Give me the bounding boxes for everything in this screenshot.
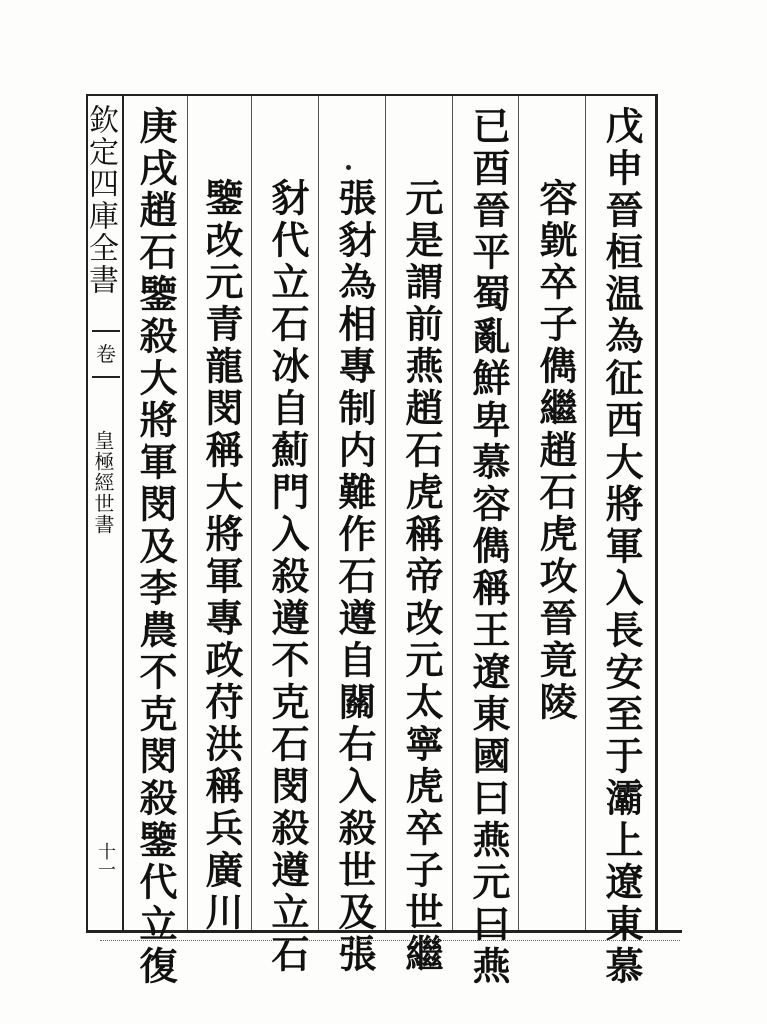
punctuation-dot bbox=[346, 165, 351, 170]
column-divider bbox=[187, 96, 188, 930]
text-column-4: 元是謂前燕趙石虎稱帝改元太寧虎卒子世繼 bbox=[399, 178, 444, 976]
text-column-7: 鑒改元青龍閔稱大將軍專政苻洪稱兵廣川 bbox=[199, 178, 244, 934]
bottom-edge-specks bbox=[100, 940, 680, 944]
text-column-5: 張豺為相專制内難作石遵自關右入殺世及張 bbox=[332, 178, 377, 976]
text-column-1: 戊申晉桓温為征西大將軍入長安至于灞上遼東慕 bbox=[599, 106, 644, 988]
column-divider bbox=[518, 96, 519, 930]
section-name: 皇極經世書 bbox=[91, 430, 115, 535]
book-title: 欽定四庫全書 bbox=[83, 104, 118, 296]
frame-top-border bbox=[86, 94, 656, 96]
page-number: 十一 bbox=[95, 842, 116, 878]
text-column-8: 庚戌趙石鑒殺大將軍閔及李農不克閔殺鑒代立復 bbox=[133, 106, 178, 988]
column-divider bbox=[251, 96, 252, 930]
text-column-3: 已酉晉平蜀亂鮮卑慕容儁稱王遼東國曰燕元曰燕 bbox=[466, 106, 511, 988]
column-divider bbox=[585, 96, 586, 930]
column-divider bbox=[385, 96, 386, 930]
juan-mark: 卷 bbox=[92, 330, 120, 378]
text-column-6: 豺代立石冰自薊門入殺遵不克石閔殺遵立石 bbox=[265, 178, 310, 976]
frame-right-border bbox=[655, 94, 658, 932]
column-divider bbox=[318, 96, 319, 930]
text-column-2: 容皝卒子儁繼趙石虎攻晉竟陵 bbox=[533, 178, 578, 724]
column-divider bbox=[452, 96, 453, 930]
margin-separator bbox=[122, 94, 124, 932]
